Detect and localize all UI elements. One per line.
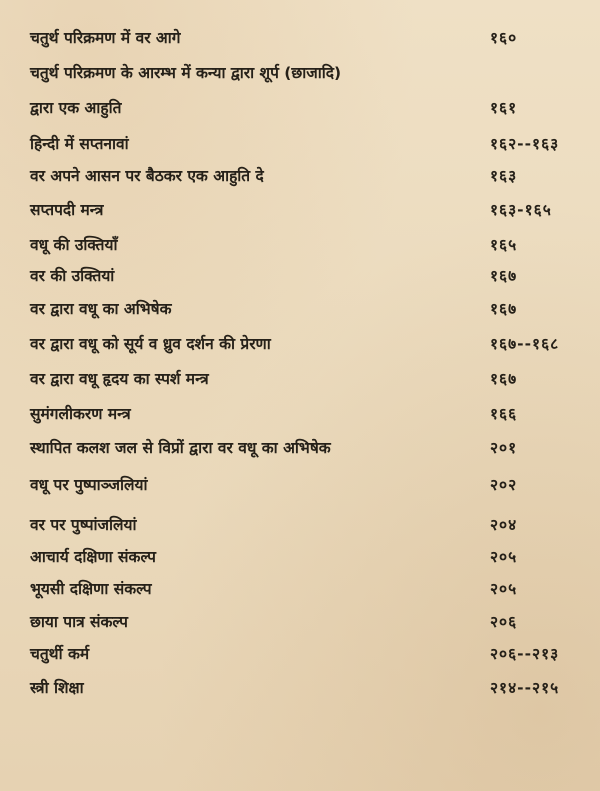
toc-entry-title: भूयसी दक्षिणा संकल्प <box>30 580 152 598</box>
toc-entry-page: १६० <box>490 29 518 47</box>
toc-entry <box>0 62 600 94</box>
toc-entry-page: १६६ <box>490 405 518 423</box>
toc-entry-page: १६७--१६८ <box>490 335 560 353</box>
toc-entry-page: २०१ <box>490 439 518 457</box>
toc-entry <box>0 97 600 129</box>
toc-entry-page: १६७ <box>490 370 518 388</box>
toc-entry-title: वर द्वारा वधू को सूर्य व ध्रुव दर्शन की प्रेरणा <box>30 335 271 353</box>
toc-entry-title: वर द्वारा वधू का अभिषेक <box>30 300 172 318</box>
toc-entry-title: वर अपने आसन पर बैठकर एक आहुति दे <box>30 167 264 185</box>
toc-entry <box>0 546 600 578</box>
toc-entry-title: चतुर्थ परिक्रमण के आरम्भ में कन्या द्वारा शूर्प (छाजादि) <box>30 64 342 82</box>
toc-entry-page: २०६ <box>490 613 518 631</box>
toc-entry-page: २१४--२१५ <box>490 679 560 697</box>
toc-entry <box>0 27 600 59</box>
toc-entry-title: आचार्य दक्षिणा संकल्प <box>30 548 156 566</box>
toc-entry-title: स्थापित कलश जल से विप्रों द्वारा वर वधू का अभिषेक <box>30 439 331 457</box>
toc-entry <box>0 514 600 546</box>
toc-entry-page: २०६--२१३ <box>490 645 560 663</box>
toc-entry-title: हिन्दी में सप्तनावां <box>30 135 129 153</box>
toc-entry-title: वधू पर पुष्पाञ्जलियां <box>30 476 148 494</box>
toc-entry-title: वर पर पुष्पांजलियां <box>30 516 137 534</box>
toc-entry <box>0 437 600 469</box>
toc-entry <box>0 578 600 610</box>
toc-entry <box>0 474 600 506</box>
toc-entry <box>0 265 600 297</box>
toc-entry-title: वर की उक्तियां <box>30 267 115 285</box>
toc-entry-page: २०५ <box>490 580 518 598</box>
toc-entry-title: द्वारा एक आहुति <box>30 99 122 117</box>
toc-entry-page: १६२--१६३ <box>490 135 560 153</box>
toc-entry <box>0 298 600 330</box>
toc-entry-title: चतुर्थी कर्म <box>30 645 90 663</box>
toc-entry-title: वधू की उक्तियाँ <box>30 236 118 254</box>
toc-entry-page: १६५ <box>490 236 518 254</box>
toc-entry <box>0 199 600 231</box>
toc-entry <box>0 133 600 165</box>
toc-entry <box>0 643 600 675</box>
toc-entry-page: १६१ <box>490 99 518 117</box>
toc-entry-page: २०२ <box>490 476 518 494</box>
toc-entry-page: १६३ <box>490 167 518 185</box>
toc-entry-page: १६३-१६५ <box>490 201 552 219</box>
toc-entry <box>0 677 600 709</box>
toc-entry-title: चतुर्थ परिक्रमण में वर आगे <box>30 29 181 47</box>
toc-entry-page: २०५ <box>490 548 518 566</box>
toc-entry <box>0 368 600 400</box>
toc-entry-page: १६७ <box>490 267 518 285</box>
toc-entry <box>0 234 600 266</box>
toc-entry-title: छाया पात्र संकल्प <box>30 613 128 631</box>
toc-entry-title: स्त्री शिक्षा <box>30 679 84 697</box>
toc-entry-title: वर द्वारा वधू हृदय का स्पर्श मन्त्र <box>30 370 209 388</box>
toc-entry <box>0 165 600 197</box>
toc-entry <box>0 611 600 643</box>
toc-entry-title: सप्तपदी मन्त्र <box>30 201 104 219</box>
toc-entry <box>0 333 600 365</box>
toc-entry-title: सुमंगलीकरण मन्त्र <box>30 405 131 423</box>
toc-entry <box>0 403 600 435</box>
toc-entry-page: १६७ <box>490 300 518 318</box>
toc-entry-page: २०४ <box>490 516 518 534</box>
